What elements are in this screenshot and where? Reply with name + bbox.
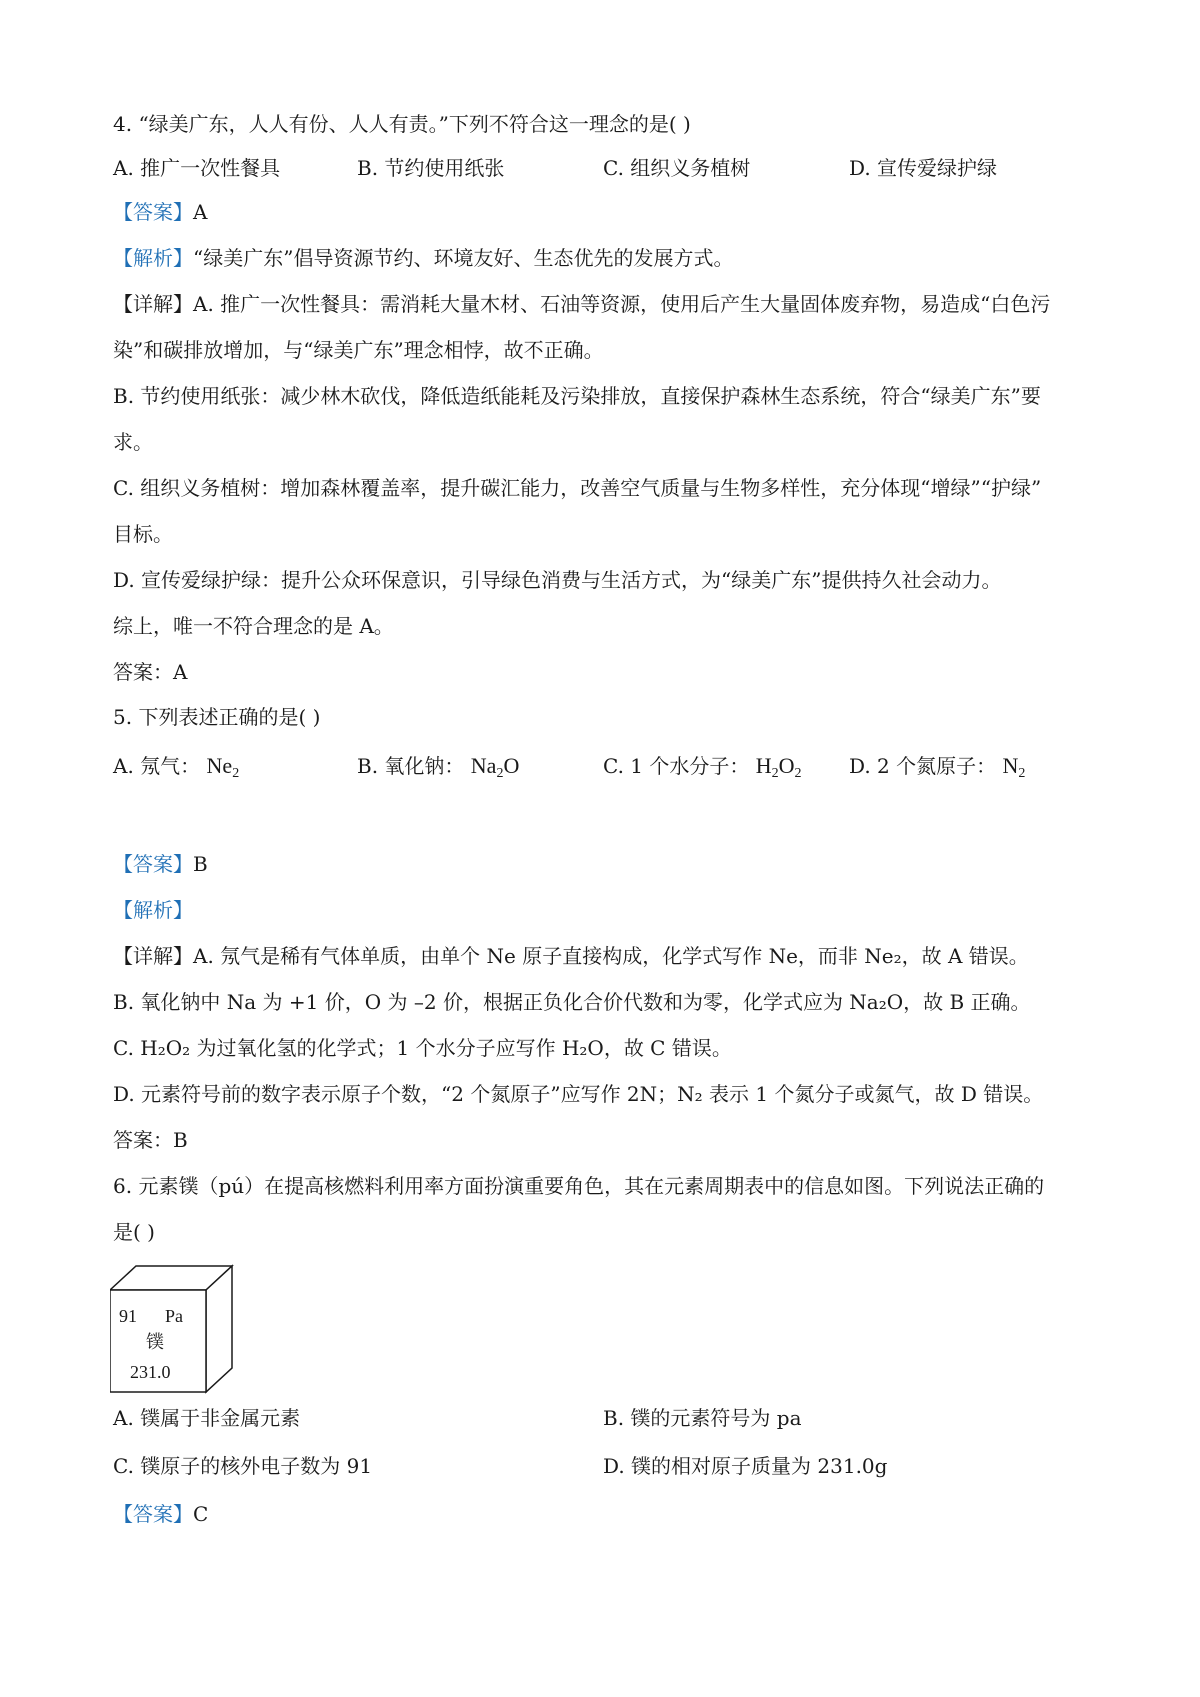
formula-symbol: N [1002, 753, 1019, 778]
analysis-tag: 【解析】 [113, 246, 193, 270]
formula-symbol: Na [470, 753, 497, 778]
q6-option-b: B. 镤的元素符号为 pa [603, 1406, 802, 1430]
formula-tail: O [778, 753, 795, 778]
q4-final-answer: 答案：A [113, 660, 188, 684]
formula-symbol: Ne [206, 753, 233, 778]
q5-stem: 5. 下列表述正确的是( ) [113, 705, 321, 729]
detail-tag: 【详解】 [113, 292, 193, 316]
formula [755, 753, 802, 781]
q4-detail-a-2: 染”和碳排放增加，与“绿美广东”理念相悖，故不正确。 [113, 338, 604, 362]
option-label: D. 2 个氮原子： [849, 754, 997, 778]
element-cell-diagram [110, 1264, 240, 1394]
q4-option-d: D. 宣传爱绿护绿 [849, 156, 998, 180]
q4-option-b: B. 节约使用纸张 [357, 156, 505, 180]
answer-tag: 【答案】 [113, 1502, 193, 1526]
detail-tag: 【详解】 [113, 944, 193, 968]
q4-detail-d: D. 宣传爱绿护绿：提升公众环保意识，引导绿色消费与生活方式，为“绿美广东”提供持久社会动力。 [113, 568, 1002, 592]
q4-detail-c-1: C. 组织义务植树：增加森林覆盖率，提升碳汇能力，改善空气质量与生物多样性，充分体现“增绿”“护绿” [113, 476, 1042, 500]
q5-detail-d: D. 元素符号前的数字表示原子个数，“2 个氮原子”应写作 2N；N₂ 表示 1 个氮分子或氮气，故 D 错误。 [113, 1082, 1044, 1106]
q4-answer-line [113, 198, 207, 226]
element-name: 镤 [146, 1332, 164, 1353]
q5-option-b [357, 752, 519, 788]
q5-detail-b: B. 氧化钠中 Na 为 +1 价，O 为 –2 价，根据正负化合价代数和为零，化学式应为 Na₂O，故 B 正确。 [113, 990, 1031, 1014]
option-label: A. 氖气： [113, 754, 201, 778]
q4-detail-a-1 [113, 290, 1050, 318]
option-label: C. 1 个水分子： [603, 754, 750, 778]
formula-tail: O [503, 753, 520, 778]
formula-subscript: 2 [1018, 766, 1026, 781]
answer-tag: 【答案】 [113, 200, 193, 224]
q4-detail-c-2: 目标。 [113, 522, 173, 546]
q4-detail-b-2: 求。 [113, 430, 153, 454]
option-label: B. 氧化钠： [357, 754, 465, 778]
atomic-mass: 231.0 [130, 1362, 171, 1382]
formula-subscript: 2 [232, 766, 240, 781]
q5-answer: B [193, 852, 208, 876]
q6-option-d: D. 镤的相对原子质量为 231.0g [603, 1454, 888, 1478]
q5-answer-line [113, 850, 208, 878]
q4-detail-a-text: A. 推广一次性餐具：需消耗大量木材、石油等资源，使用后产生大量固体废弃物，易造成“白色污 [193, 292, 1051, 316]
q6-option-a: A. 镤属于非金属元素 [113, 1406, 301, 1430]
q4-detail-b-1: B. 节约使用纸张：减少林木砍伐，降低造纸能耗及污染排放，直接保护森林生态系统，符合“绿美广东”要 [113, 384, 1041, 408]
q5-detail-a-text: A. 氖气是稀有气体单质，由单个 Ne 原子直接构成，化学式写作 Ne，而非 Ne₂，故 A 错误。 [193, 944, 1029, 968]
q6-stem-2: 是( ) [113, 1220, 155, 1244]
q4-summary: 综上，唯一不符合理念的是 A。 [113, 614, 394, 638]
element-symbol: Pa [165, 1306, 183, 1326]
q4-option-a: A. 推广一次性餐具 [113, 156, 281, 180]
formula [206, 753, 240, 781]
atomic-number: 91 [119, 1306, 137, 1326]
q6-answer-line [113, 1500, 208, 1528]
q4-answer: A [193, 200, 208, 224]
q5-final-answer: 答案：B [113, 1128, 188, 1152]
formula [470, 753, 520, 781]
formula-symbol: H [755, 753, 772, 778]
q5-analysis-line [113, 896, 193, 924]
q6-answer: C [193, 1502, 209, 1526]
q5-option-a [113, 752, 239, 788]
q5-option-c [603, 752, 802, 788]
formula-subscript: 2 [794, 766, 802, 781]
q5-detail-c: C. H₂O₂ 为过氧化氢的化学式；1 个水分子应写作 H₂O，故 C 错误。 [113, 1036, 732, 1060]
q6-stem-1: 6. 元素镤（pú）在提高核燃料利用率方面扮演重要角色，其在元素周期表中的信息如图。下列说法正确的 [113, 1174, 1045, 1198]
formula-subscript: 2 [771, 766, 779, 781]
formula [1002, 753, 1026, 781]
answer-tag: 【答案】 [113, 852, 193, 876]
q4-option-c: C. 组织义务植树 [603, 156, 751, 180]
formula-subscript: 2 [496, 766, 504, 781]
q4-stem: 4. “绿美广东，人人有份、人人有责。”下列不符合这一理念的是( ) [113, 112, 691, 136]
q4-analysis-line [113, 244, 733, 272]
q6-option-c: C. 镤原子的核外电子数为 91 [113, 1454, 373, 1478]
q4-analysis: “绿美广东”倡导资源节约、环境友好、生态优先的发展方式。 [193, 246, 734, 270]
q5-detail-a [113, 942, 1029, 970]
analysis-tag: 【解析】 [113, 898, 193, 922]
q5-option-d [849, 752, 1025, 788]
